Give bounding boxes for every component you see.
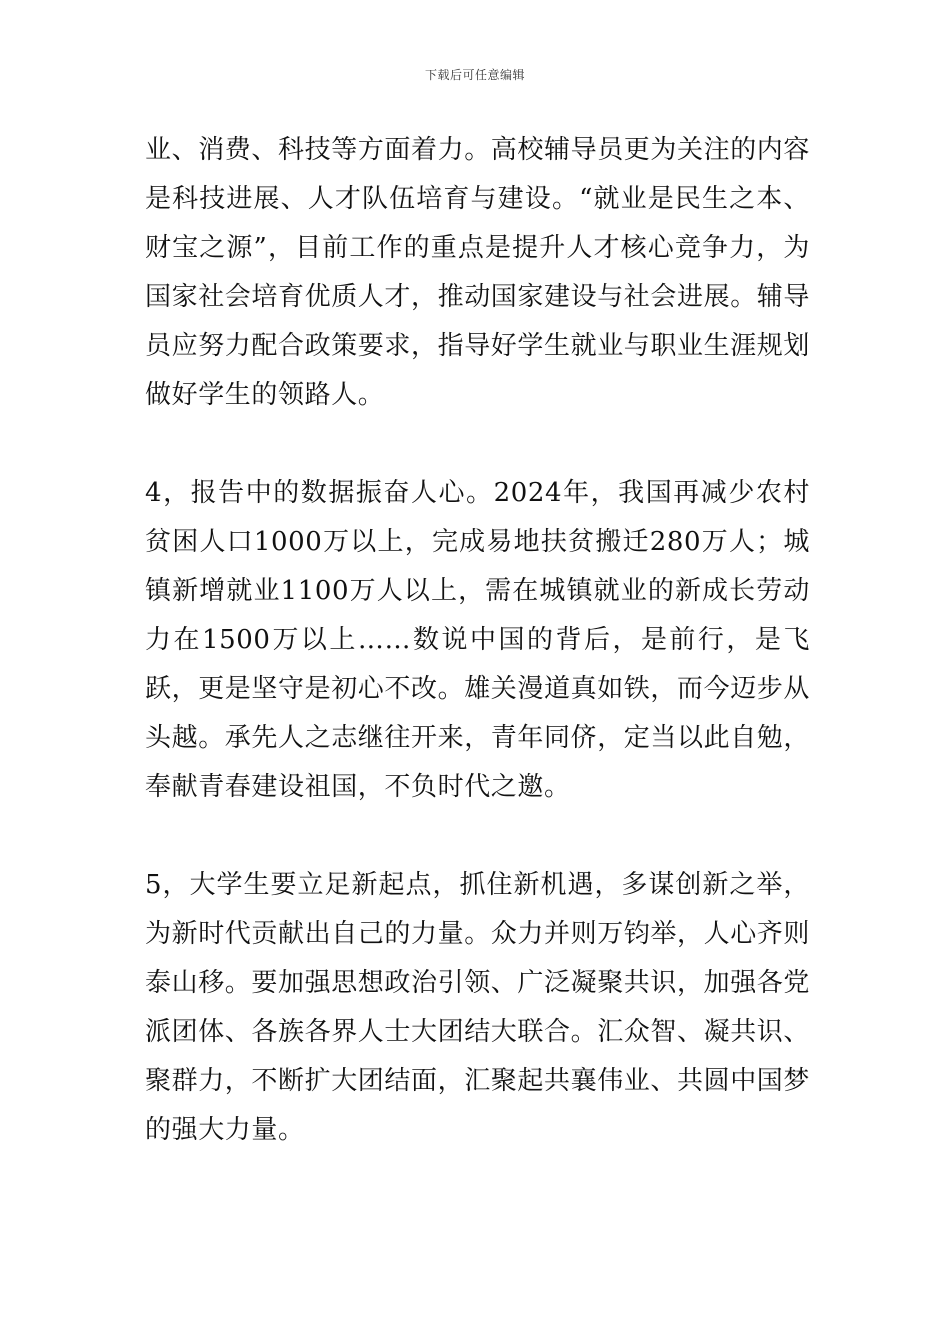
paragraph-report-data: 4，报告中的数据振奋人心。2024年，我国再减少农村贫困人口1000万以上，完成易地扶贫搬迁280万人；城镇新增就业1100万人以上，需在城镇就业的新成长劳动力在1500万以上……数说中国的背后，是前行，是飞跃，更是坚守是初心不改。雄关漫道真如铁，而今迈步从头越。承先人之志继往开来，青年同侪，定当以此自勉，奉献青春建设祖国，不负时代之邀。 bbox=[145, 478, 811, 802]
paragraph-career-guidance: 业、消费、科技等方面着力。高校辅导员更为关注的内容是科技进展、人才队伍培育与建设。“就业是民生之本、财宝之源”，目前工作的重点是提升人才核心竞争力，为国家社会培育优质人才，推动国家建设与社会进展。辅导员应努力配合政策要求，指导好学生就业与职业生涯规划做好学生的领路人。 bbox=[145, 135, 811, 410]
page-header: 下载后可任意编辑 bbox=[424, 68, 525, 82]
paragraph-students-new-era: 5，大学生要立足新起点，抓住新机遇，多谋创新之举，为新时代贡献出自己的力量。众力并则万钧举，人心齐则泰山移。要加强思想政治引领、广泛凝聚共识，加强各党派团体、各族各界人士大团结大联合。汇众智、凝共识、聚群力，不断扩大团结面，汇聚起共襄伟业、共圆中国梦的强大力量。 bbox=[145, 870, 811, 1145]
document-body bbox=[145, 126, 810, 1155]
